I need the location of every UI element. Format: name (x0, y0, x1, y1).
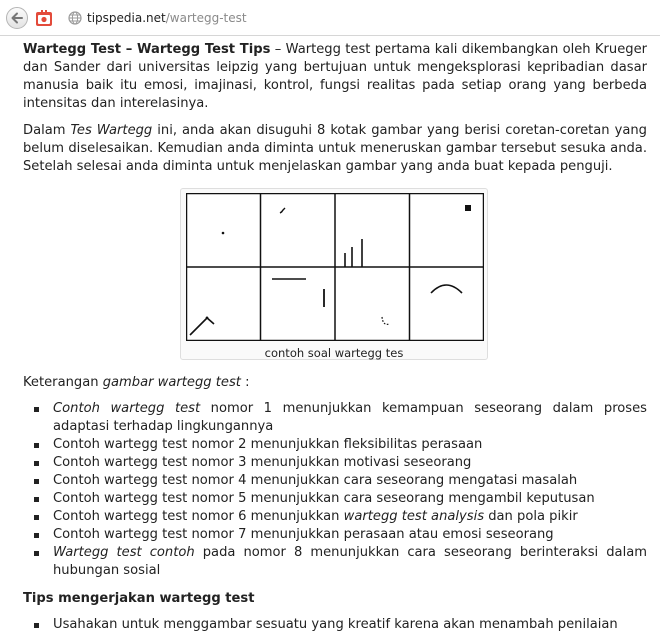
wartegg-test-image (180, 188, 488, 360)
instruction-paragraph: Dalam Tes Wartegg ini, anda akan disuguhi 8 kotak gambar yang berisi coretan-coretan yang belum diselesaikan. Kemudian anda diminta untuk meneruskan gambar tersebut sesuka anda. Setelah selesai anda diminta untuk menjelaskan gambar yang anda buat kepada penguji. (23, 123, 647, 174)
list-item: Wartegg test contoh pada nomor 8 menunjukkan cara seseorang berinteraksi dalam hubungan sosial (23, 544, 647, 580)
list-item: Contoh wartegg test nomor 7 menunjukkan perasaan atau emosi seseorang (23, 526, 647, 544)
list-item: Usahakan untuk menggambar sesuatu yang kreatif karena akan menambah penilaian (23, 616, 647, 634)
address-bar[interactable] (62, 8, 656, 29)
intro-title: Wartegg Test – Wartegg Test Tips (23, 42, 271, 57)
list-item: Contoh wartegg test nomor 3 menunjukkan motivasi seseorang (23, 454, 647, 472)
keterangan-label: Keterangan gambar wartegg test : (23, 375, 250, 390)
list-item: Contoh wartegg test nomor 2 menunjukkan fleksibilitas perasaan (23, 436, 647, 454)
article-content (23, 41, 647, 634)
browser-toolbar (0, 0, 660, 36)
explanation-list (23, 400, 647, 580)
globe-icon (68, 11, 82, 25)
wartegg-grid-drawing (186, 193, 484, 341)
tips-heading: Tips mengerjakan wartegg test (23, 591, 255, 606)
url-text: tipspedia.net/wartegg-test (87, 11, 247, 25)
list-item: Contoh wartegg test nomor 4 menunjukkan cara seseorang mengatasi masalah (23, 472, 647, 490)
list-item: Contoh wartegg test nomor 6 menunjukkan wartegg test analysis dan pola pikir (23, 508, 647, 526)
figure-caption: contoh soal wartegg tes (264, 346, 404, 360)
tips-list (23, 616, 647, 634)
list-item: Contoh wartegg test nomor 5 menunjukkan cara seseorang mengambil keputusan (23, 490, 647, 508)
back-button[interactable] (6, 7, 28, 29)
extension-icon[interactable] (35, 9, 53, 27)
list-item: Contoh wartegg test nomor 1 menunjukkan kemampuan seseorang dalam proses adaptasi terhadap lingkungannya (23, 400, 647, 436)
intro-paragraph: Wartegg Test – Wartegg Test Tips – Wartegg test pertama kali dikembangkan oleh Krueger dan Sander dari universitas leipzig yang bertujuan untuk mengeksplorasi kepribadian dasar manusia baik itu emosi, imajinasi, kontrol, fungsi realitas pada setiap orang yang berbeda intensitas dan interelasinya. (23, 42, 648, 111)
arrow-left-icon (10, 11, 24, 25)
